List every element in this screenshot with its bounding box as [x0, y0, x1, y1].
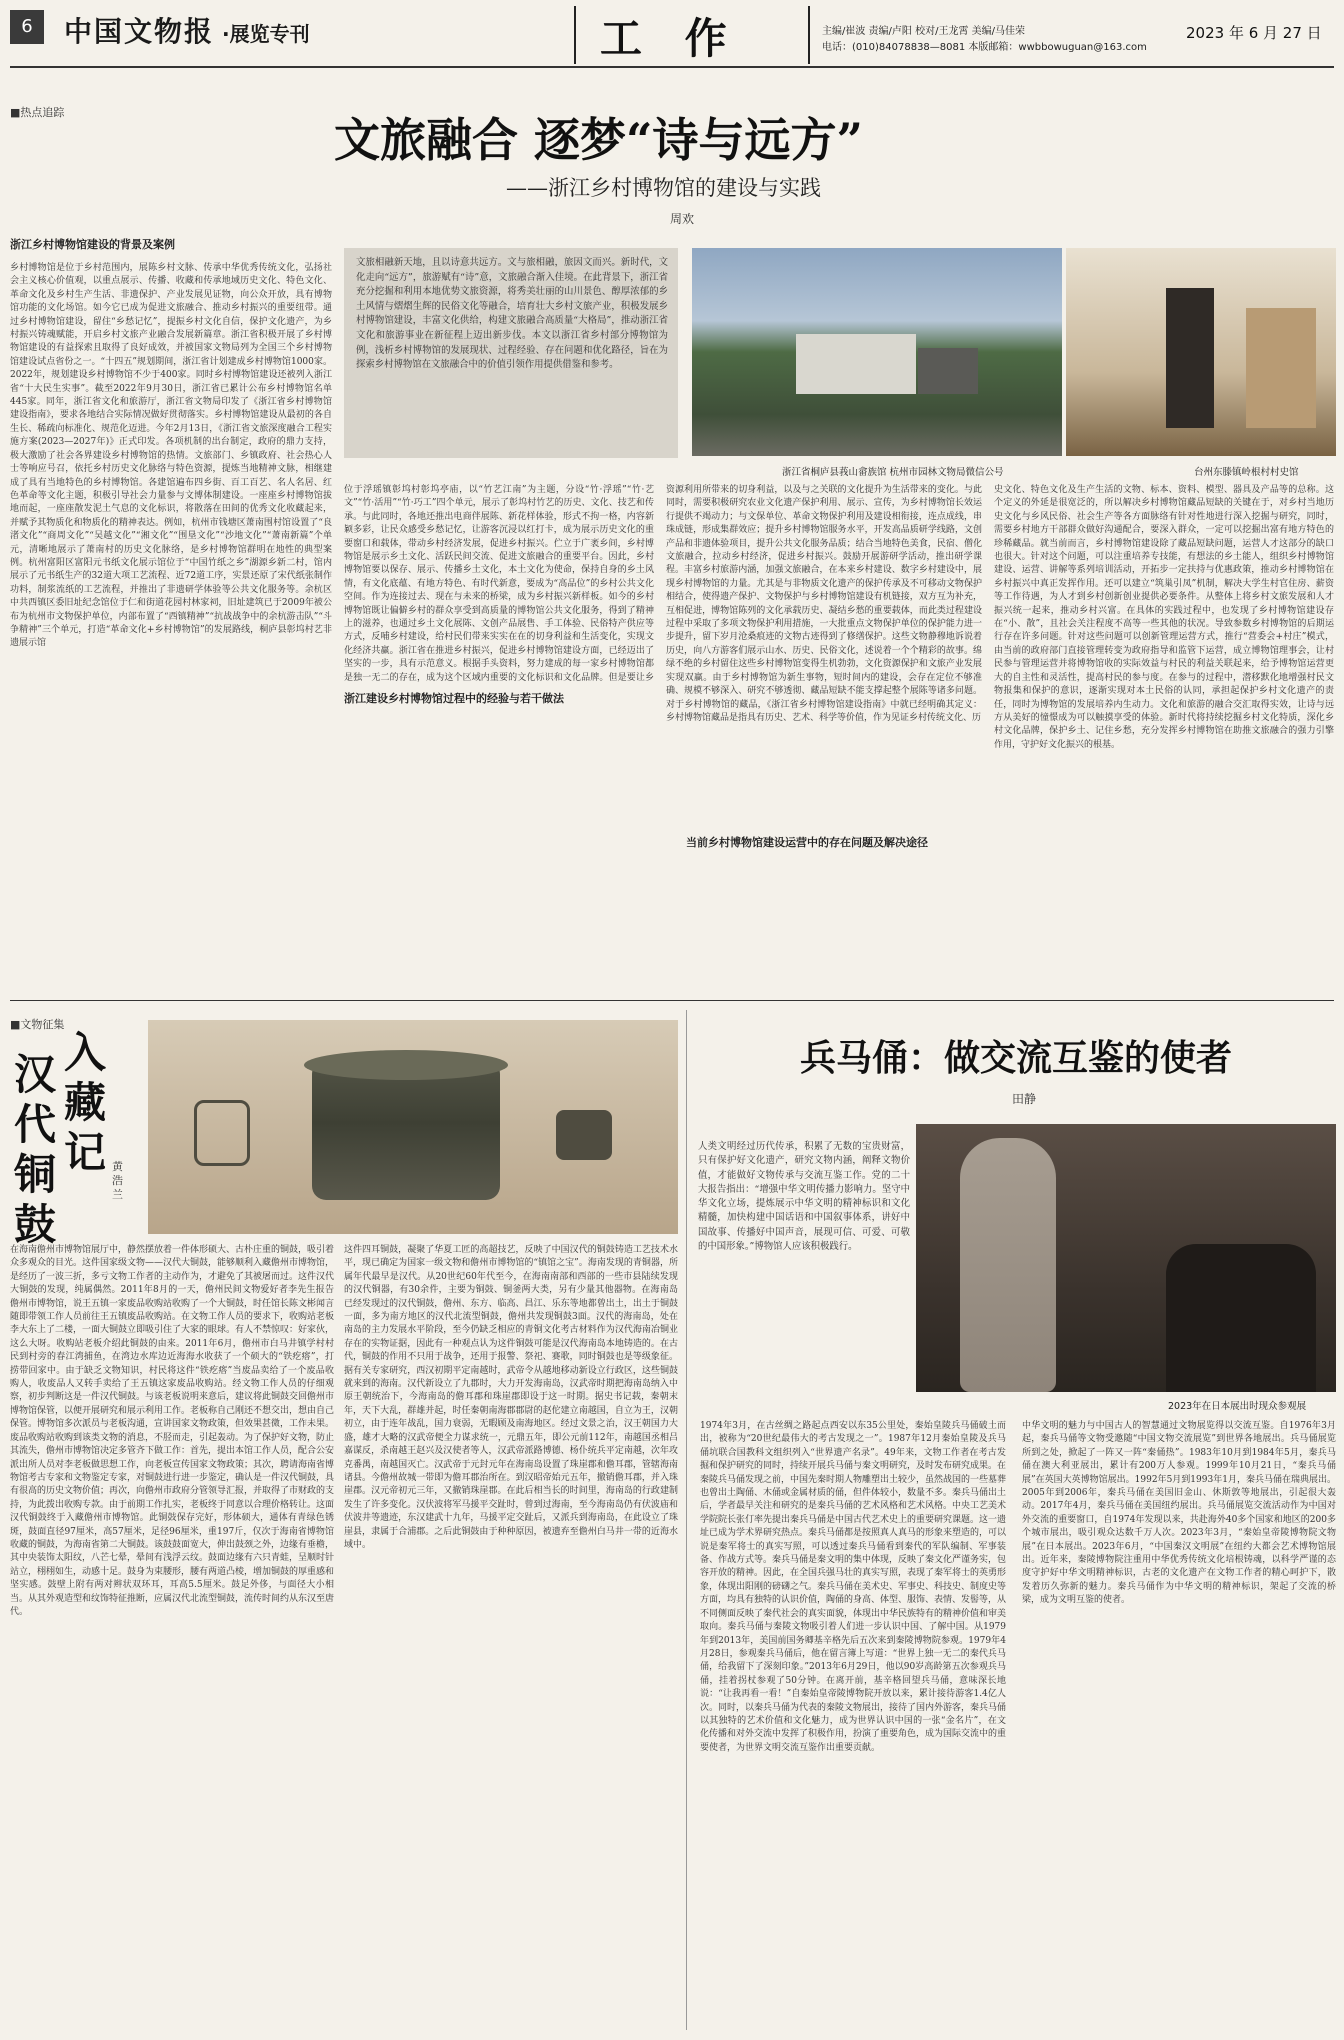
terracotta-photo-caption: 2023年在日本展出时现众参观展 — [1168, 1401, 1307, 1412]
issue-date: 2023 年 6 月 27 日 — [1186, 24, 1322, 42]
bronze-title-b: 入藏记 — [64, 1028, 107, 1177]
photo2-caption: 台州东滕镇岭根村村史馆 — [1194, 467, 1299, 478]
lede-text: 文旅相融新天地，且以诗意共远方。文与旅相融，旅因文而兴。新时代，文化走向“远方”，旅游赋有“诗”意，文旅融合渐入佳境。在此背景下，浙江省充分挖掘和利用本地优势文旅资源，将秀美壮丽的山川景色、醇厚浓郁的乡土风情与熠熠生辉的民俗文化等融合，培育壮大乡村文旅产业，积极发展乡村博物馆建设，丰富文化供给，构建文旅融合高质量“大格局”，推动浙江省文化和旅游事业在新征程上迈出新步伐。本文以浙江省乡村部分博物馆为例，浅析乡村博物馆的发展现状、过程经验、存在问题和优化路径，旨在为探索乡村博物馆在文旅融合中的价值引领作用提供借鉴和参考。 — [356, 257, 668, 371]
museum-photo-2 — [1066, 248, 1336, 456]
rule-left — [574, 6, 576, 64]
section-divider — [10, 1000, 1334, 1001]
drum-top — [304, 1050, 508, 1080]
rule-right — [808, 6, 810, 64]
bronze-title-a: 汉代铜鼓 — [14, 1050, 57, 1249]
visitor-group — [1166, 1244, 1316, 1392]
hotspot-col3b — [666, 858, 982, 954]
frog-figure-2 — [556, 1110, 612, 1160]
photo1-caption: 浙江省桐庐县莪山畲族馆 杭州市园林文物局微信公号 — [782, 467, 1004, 478]
masthead-rule — [10, 66, 1334, 68]
hotspot-col1: 乡村博物馆是位于乡村范围内，展陈乡村文脉、传承中华优秀传统文化，弘扬社会主义核心价值观，以重点展示、传播、收藏和传承地域历史文化、特色文化、革命文化及乡村生产生活、非遗保护、产业发展见证物，向公众开放，具有博物馆功能的文化场馆。如今它已成为促进文旅融合、推动乡村振兴的重要纽带。通过乡村博物馆建设，留住“乡愁记忆”，提振乡村文化自信，保护文化遗产，为乡村振兴铸魂赋能，开启乡村文旅产业融合发展新篇章。浙江省积极开展了乡村博物馆建设的有益探索且取得了良好成效，并被国家文物局列为全国三个乡村博物馆建设试点省份之一。“十四五”规划期间，浙江省计划建成乡村博物馆1000家。2022年，规划建设乡村博物馆不少于400家。同时乡村博物馆建设还被列入浙江省“十大民生实事”。截至2022年9月30日，浙江省已累计公布乡村博物馆名单445家。同年，浙江省文化和旅游厅，浙江省文物局印发了《浙江省乡村博物馆建设指南》，要求各地结合实际情况做好贯彻落实。乡村博物馆建设从最初的各自生长、稀疏向标准化、规范化迈进。今年2月13日，《浙江省文旅深度融合工程实施方案(2023—2027年)》正式印发。各项机制的出台制定，政府的鼎力支持，极大激励了社会各界建设乡村博物馆的热情。文旅部门、乡镇政府、社会热心人士等响应号召，依托乡村历史文化脉络与特色资源，提炼当地精神文脉，相继建成了具有当地特色的乡村博物馆。各建馆遍布四乡街、百工百艺、名人名居、红色革命等文化主题，积极引导社会力量参与文博体制建设。一座座乡村博物馆拔地而起，一座座散发泥土气息的文化标识，将散落在田间的优秀文化收藏起来，并赋予其物质化和物质化的精神表达。例如，杭州市钱塘区萧南围村馆设置了“良渚文化”“商周文化”“吴越文化”“湘文化”“围垦文化”“沙地文化”“萧南新篇”个单元，清晰地展示了萧南村的历史文化脉络，是乡村博物馆群明在地性的典型案例。杭州富阳区富阳元书纸文化展示馆位于“中国竹纸之乡”湖源乡新二村，馆内展示了元书纸生产的32道大项工艺流程、近72道工序，实景还原了宋代纸张制作功料，制浆流纸的工艺流程，并推出了非遗研学体验等公共文化服务等。余杭区中共西镇区委旧址纪念馆位于仁和街道花园村林家祠，旧址建筑已于2009年被公布为杭州市文物保护单位，内部布置了“西镇精神”“抗战战争中的余杭游击队”“斗争精神”三个单元，打造“革命文化+乡村博物馆”的发展路线，桐庐县彰坞村艺非遗展示馆 — [10, 263, 332, 649]
bronze-col2: 这件四耳铜鼓，凝聚了华夏工匠的高超技艺，反映了中国汉代的铜鼓铸造工艺技术水平，现已确定为国家一级文物和儋州市博物馆的“镇馆之宝”。海南发现的青铜器，所属年代最早是汉代。从20世纪60年代至今，在海南南部和西部的一些市县陆续发现的汉代铜器，有30余件，主要为铜鼓、铜釜两大类，另有少量其他器物。在海南岛已经发现过的汉代铜鼓，儋州、东方、临高、昌江、乐东等地都曾出土，出土于铜鼓一面，多为南方地区的汉代北流型铜鼓，儋州共发现铜鼓3面。汉代的海南岛，处在南岛的主力发展水平阶段，至今仍缺乏相应的青铜文化考古材料作为汉代海南冶铜业存在的实物证据，因此有一种观点认为这件铜鼓可能是汉代海南岛本地铸造的。在古代，铜鼓的作用不只用于战争，还用于报警、祭祀、赛歌，同时铜鼓也是等级象征。据有关专家研究，西汉初期平定南越时，武帝令从越地移动新设立行政区，这些铜鼓就来到的海南。汉代新设立了九郡时，大力开发海南岛，汉武帝时期把海南岛纳入中原王朝统治下，今海南岛的儋耳郡和珠崖郡即设于这一时期。据史书记载，秦朝末年，天下大乱，群雄并起，时任秦朝南海郡郡尉的赵佗建立南越国，自立为王，汉朝初立，由于连年战乱，国力衰弱，无暇顾及南海地区。经过文景之治，汉王朝国力大盛，雄才大略的汉武帝便全力谋求统一，元鼎五年，即公元前112年，南越国丞相吕嘉谋反，杀南越王赵兴及汉使者等人，汉武帝派路博德、杨仆统兵平定南越，次年攻克番禺，南越国灭亡。汉武帝于元封元年在海南岛设置了珠崖郡和儋耳郡，管辖海南诸县。今儋州故城一带即为儋耳郡治所在。到汉昭帝始元五年，撤销儋耳郡，并入珠崖郡。汉元帝初元三年，又撤销珠崖郡。在此后相当长的时间里，海南岛的行政建制发生了许多变化。汉伏波将军马援平交趾时，曾到过海南，至今海南岛仍有伏波庙和伏波井等遗迹，东汉建武十九年，马援平定交趾后，又派兵到海南岛，在此设立了珠崖县，隶属于合浦郡。之后此铜鼓由于种种原因，被遗弃至儋州白马井一带的近海水域中。 — [344, 1245, 678, 1550]
terracotta-title: 兵马俑：做交流互鉴的使者 — [800, 1037, 1233, 1079]
terracotta-col2: 中华文明的魅力与中国古人的智慧通过文物展览得以交流互鉴。自1976年3月起，秦兵马俑等文物受邀随“中国文物交流展览”到世界各地展出。兵马俑展览所到之处，掀起了一阵又一阵“秦俑热”。1983年10月到1984年5月，秦兵马俑在澳大利亚展出，累计有200万人参观。1999年10月21日，“秦兵马俑展”在英国大英博物馆展出。1992年5月到1993年1月，秦兵马俑在瑞典展出。2005年到2006年，秦兵马俑在美国旧金山、休斯敦等地展出，引起很大轰动。2017年4月，秦兵马俑在美国纽约展出。兵马俑展览交流活动作为中国对外交流的重要窗口，自1974年发现以来，共赴海外40多个国家和地区的200多个城市展出，吸引观众达数千万人次。2023年3月，“秦始皇帝陵博物院文物展”在日本展出。2023年6月，“中国秦汉文明展”在纽约大都会艺术博物馆展出。近年来，秦陵博物院注重用中华优秀传统文化培根铸魂，以科学严谨的态度守护好中华文明精神标识，古老的文化遗产在文物工作者的精心呵护下，散发着历久弥新的魅力。秦兵马俑作为中华文明的精神标识，架起了交流的桥梁，成为文明互鉴的使者。 — [1022, 1421, 1336, 1606]
display-case-2 — [1246, 308, 1316, 428]
hotspot-col2: 位于浮瑶镇彰坞村彰坞亭庙，以“竹艺江南”为主题，分设“竹·浮瑶”“竹·艺文”“竹·活用”“竹·巧工”四个单元，展示了彰坞村竹艺的历史、文化、技艺和传承。与此同时，各地还推出电商伴展陈、新花样体验，形式不拘一格，内容新颖多彩，让民众感受乡愁记忆，让游客沉浸以红打卡，成为展示历史文化的重要窗口和载体，带动乡村经济发展，促进乡村振兴。伫立于广袤乡间，乡村博物馆是展示乡土文化、活跃民间交流、促进文旅融合的重要平台。因此，乡村博物馆要以保存、展示、传播乡土文化，本土文化为使命，保持自身的乡土风情，有文化底蕴、有地方特色、有时代新意，要成为“高品位”的乡村公共文化空间。作为连接过去、现在与未来的桥梁，成为乡村振兴新样板。如今的乡村博物馆既让偏僻乡村的群众享受到高质量的博物馆公共文化服务，得到了精神上的滋养，也通过乡土文化展陈、文创产品展售、手工体验、民俗特产供应等方式，反哺乡村建设，给村民们带来实实在在的切身利益和生活变化，实现文化经济共赢。浙江省在推进乡村振兴，促进乡村博物馆建设方面，已经迈出了坚实的一步，具有示范意义。根据手头资料，努力建成的每一家乡村博物馆都是独一无二的存在，成为这个区域内重要的文化标识和文化品牌。但是要让乡 — [344, 485, 654, 682]
building-shape — [796, 334, 916, 394]
section-heading-3: 当前乡村博物馆建设运营中的存在问题及解决途径 — [686, 836, 928, 849]
editor-line1: 主编/崔波 责编/卢阳 校对/王龙霄 美编/马佳荣 — [822, 26, 1026, 37]
hotspot-col3: 资源利用所带来的切身利益，以及与之关联的文化提升为生活带来的变化。与此同时，需要积极研究农业文化遗产保护利用、展示、宣传，为乡村博物馆长效运行提供不竭动力；与文保单位、革命文物保护利用及建设相衔接，连点成线，串珠成链，形成集群效应；提升乡村博物馆服务水平，开发高品质研学线路，文创产品和非遗体验项目，提升公共文化服务品质；结合当地特色美食，民宿、僧化文旅融合，拉动乡村经济，促进乡村振兴。鼓励开展游研学活动，推出研学课程。丰富乡村旅游内涵，加强文旅融合，在本来乡村建设、数字乡村建设中，展现乡村博物馆的力量。尤其是与非物质文化遗产的保护传承及不可移动文物保护相结合，使得遗产保护、文物保护与乡村博物馆建设有机链接，双方互为补充，互相促进，博物馆陈列的文化承载历史、凝结乡愁的重要载体，而此类过程建设过程中采取了多项文物保护利用措施，一大批重点文物保护单位的保护能力进一步提升，留下岁月沧桑痕迹的文物古迹得到了修缮保护。这些文物静穆地诉说着历史，向八方游客们展示山水、历史、民俗文化，述说着一个个精彩的故事。绵绿不绝的乡村留住这些乡村博物馆变得生机勃勃，文化资源保护和文旅产业发展实现双赢。由于乡村博物馆为新生事物，短时间内的建设，会存在定位不够准确、规模不够深入、研究不够透彻、藏品短缺不能支撑起整个展陈等诸多问题。对于乡村博物馆的藏品，《浙江省乡村博物馆建设指南》中就已经明确其定义：乡村博物馆藏品是指具有历史、艺术、科学等价值，作为见证乡村传统文化、历 — [666, 485, 982, 723]
warrior-figure — [960, 1138, 1056, 1392]
museum-photo-1 — [692, 248, 1062, 456]
masthead — [0, 0, 1344, 70]
hotspot-tag: ■热点追踪 — [10, 106, 65, 119]
paper-name: 中国文物报 — [64, 15, 215, 48]
hotspot-author: 周欢 — [670, 212, 695, 226]
quote-box: 人类文明经过历代传承，积累了无数的宝贵财富，只有保护好文化遗产，研究文物内涵，阐释文物价值，才能做好文物传承与交流互鉴工作。党的二十大报告指出：“增强中华文明传播力影响力。坚守中华文化立场，提炼展示中华文明的精神标识和文化精髓，加快构建中国话语和中国叙事体系，讲好中国故事、传播好中国声音，展现可信、可爱、可敬的中国形象。”博物馆人应该积极践行。 — [698, 1141, 910, 1253]
frog-figure — [194, 1100, 250, 1166]
bronze-drum-photo — [148, 1020, 678, 1234]
hotspot-subheadline: ——浙江乡村博物馆的建设与实践 — [506, 176, 821, 200]
section-heading-2: 浙江建设乡村博物馆过程中的经验与若干做法 — [344, 692, 564, 705]
drum-body — [312, 1060, 500, 1200]
hotspot-col2b — [344, 716, 654, 954]
section-title: 工 作 — [600, 14, 741, 63]
building-shape-2 — [918, 348, 978, 394]
terracotta-photo — [916, 1124, 1336, 1392]
special-label: ·展览专刊 — [222, 22, 310, 46]
section-heading-1: 浙江乡村博物馆建设的背景及案例 — [10, 238, 175, 251]
terracotta-author: 田静 — [1012, 1092, 1037, 1106]
bronze-author: 黄浩兰 — [112, 1160, 123, 1201]
page-number: 6 — [10, 10, 44, 44]
hotspot-headline: 文旅融合 逐梦“诗与远方” — [334, 113, 863, 167]
editor-line2: 电话：(010)84078838—8081 本版邮箱：wwbbowuguan@163.com — [822, 42, 1147, 53]
hotspot-col4: 史文化、特色文化及生产生活的文物、标本、资料、模型、器具及产品等的总称。这个定义的外延是很宽泛的，所以解决乡村博物馆藏品短缺的关键在于，对乡村当地历史文化与乡风民俗、社会生产等各方面脉络有针对性地进行深入挖掘与研究，同时，需要乡村地方干部群众做好沟通配合，要深入群众，一定可以挖掘出富有地方特色的珍稀藏品。就当前而言，乡村博物馆建设除了藏品短缺问题，运营人才这部分的缺口也很大。针对这个问题，可以注重培养专技能，有想法的乡土能人，组织乡村博物馆建设、运营、讲解等系列培训活动，开拓步一定扶持与优惠政策，推动乡村博物馆在乡村振兴中真正发挥作用。还可以建立“筑巢引凤”机制，解决大学生村官住房、薪资等工作待遇，为人才到乡村创新创业提供必要条件。从整体上将乡村文旅发展和人才振兴统一起来，推动乡村兴富。在具体的实践过程中，也发现了乡村博物馆建设存在“小、散”，且社会关注程度不高等一些其他的状况。导致参数乡村博物馆的后期运行存在许多问题。针对这些问题可以创新管理运营方式，推行“营委会+村庄”模式，由当前的政府部门直接管理转变为政府指导和监管下运营，成立博物馆理事会，让村民参与管理运营并将博物馆收的实际效益与村民的利益关联起来，给予博物馆运营更大的自主性和灵活性，提高村民的参与度。在参与的过程中，潜移默化地增强村民文物报集和保护的意识，逐渐实现对本土民俗的认同，承担起保护乡村文化遗产的责任，同时为博物馆的发展培养内生动力。文化和旅游的融合交汇取得实效，让诗与远方从美好的憧憬成为可以触摸享受的体验。新时代将持续挖掘乡村文化特质，深化乡村文化品牌，保护乡土、记住乡愁，充分发挥乡村博物馆在助推文旅融合的强力引擎作用，守护好文化振兴的根基。 — [994, 485, 1334, 750]
terracotta-col1: 1974年3月，在古丝绸之路起点西安以东35公里处，秦始皇陵兵马俑破土而出，被称为“20世纪最伟大的考古发现之一”。1987年12月秦始皇陵及兵马俑坑联合国教科文组织列入“世界遗产名录”。49年来，文物工作者在考古发掘和保护研究的同时，持续开展兵马俑与秦文明研究，及时发布研究成果。在秦陵兵马俑发现之前，中国先秦时期人物雕塑出土较少，虽然战国的一些墓葬也曾出土陶俑、木俑或金属材质的俑，但件体较小，数量不多。秦兵马俑出土后，学者最早关注和研究的是秦兵马俑的艺术风格和艺术风格。中央工艺美术学院院长张仃率先提出秦兵马俑是中国古代艺术史上的重要研究课题。这一遗址已成为学术界研究热点。秦兵马俑都是按照真人真马的形象来塑造的，可以说是秦军将士的真实写照，可以透过秦兵马俑看到秦代的军队编制、军事装备、作战方式等。秦兵马俑是秦文明的集中体现，反映了秦文化严谨务实，包容开放的精神。因此，在全国兵强马壮的真实写照，表现了秦军将士的英勇形象，体现出阳刚的磅礴之气。秦兵马俑在美术史、军事史、科技史、制度史等方面，均具有独特的认识价值，陶俑的身高、体型、服饰、表情、发髻等，从不同侧面反映了秦代社会的真实面貌，体现出中华民族特有的精神价值和审美取向。秦兵马俑与秦陵文物吸引着人们进一步认识中国、了解中国。从1979年到2013年，美国前国务卿基辛格先后五次来到秦陵博物院参观。1979年4月28日，参观秦兵马俑后，他在留言簿上写道：“世界上独一无二的秦代兵马俑，给我留下了深刻印象。”2013年6月29日，他以90岁高龄第五次参观兵马俑，挂着拐杖参观了50分钟。在离开前，基辛格回望兵马俑，意味深长地说：“让我再看一看！”自秦始皇帝陵博物院开放以来，累计接待游客1.4亿人次。同时，以秦兵马俑为代表的秦陵文物展出，接待了国内外游客，秦兵马俑以其独特的艺术价值和文化魅力，成为世界认识中国的一张“金名片”，在文化传播和对外交流中发挥了积极作用，扮演了重要角色，成为国际交流中的重要使者，为世界文明交流互鉴作出重要贡献。 — [700, 1421, 1006, 1753]
bronze-col1: 在海南儋州市博物馆展厅中，静然摆放着一件体形硕大、古朴庄重的铜鼓，吸引着众多观众的目光。这件国家级文物——汉代大铜鼓，能够顺利入藏儋州市博物馆，是经历了一波三折，多亏文物工作者的主动作为，才避免了其被屠而过。这件汉代大铜鼓的发现，纯属偶然。2011年8月的一天，儋州民间文物爱好者李先生报告儋州市博物馆，说王五镇一家废品收购站收购了一个大铜鼓，时任馆长陈文彬闻言随即带领工作人员前往王五镇废品收购站。在文物工作人员的要求下，收购站老板李大东上了二楼，一面大铜鼓立即吸引住了大家的眼球。有人不禁惊叹：好家伙，这么大呀。收购站老板介绍此铜鼓的由来。2011年6月，儋州市白马井镇学村村民到村旁的春江湾捕鱼，在湾边水库边近海海水收获了一个硕大的“铁疙瘩”，打捞带回家中。由于缺乏文物知识，村民将这件“铁疙瘩”当废品卖给了一个废品收购人，收废品人又转手卖给了王五镇这家废品收购站。经文物工作人员的仔细观察，初步判断这是一件汉代铜鼓。与该老板说明来意后，建议将此铜鼓交回儋州市博物馆保管，以便开展研究和展示利用工作。老板称自己刚还不想交出，想由自己保管。博物馆多次派员与老板沟通，宣讲国家文物政策，但效果甚微，工作未果。废品收购站收购到该类文物的消息，不胫而走，引起轰动。为了保护好文物，防止其流失，儋州市博物馆决定多管齐下做工作：首先，提出本馆工作人员，配合公安派出所人员对李老板做思想工作，向老板宣传国家文物政策；其次，聘请海南省博物馆考古专家和文物鉴定专家，对铜鼓进行进一步鉴定，确认是一件汉代铜鼓，具有很高的历史文物价值；再次，向儋州市政府分管领导汇报，并取得了市财政的支持，为此拨出收购专款。由于前期工作扎实，老板终于同意以合理价格转让。这面汉代铜鼓终于入藏儋州市博物馆。此铜鼓保存完好，形体硕大，通体有青绿色锈斑，鼓面直径97厘米，高57厘米，足径96厘米，重197斤，仅次于海南省博物馆收藏的铜鼓，为海南省第二大铜鼓。该鼓鼓面宽大，伸出鼓颈之外，边缘有垂檐，其中央装饰太阳纹，八芒七晕，晕间有浅浮云纹。鼓面边缘有六只青蛙，呈顺时针站立，栩栩如生，动感十足。鼓身为束腰形，腰有两道凸棱，增加铜鼓的厚重感和坚实感。鼓壁上附有两对辫状双环耳，耳高5.5厘米。鼓足外侈，与面径大小相当。从其外观造型和纹饰特征推断，应属汉代北流型铜鼓，流传时间约从东汉至唐代。 — [10, 1245, 334, 1617]
column-rule — [686, 1010, 687, 2030]
display-case — [1166, 288, 1214, 428]
bronze-tag: ■文物征集 — [10, 1018, 65, 1031]
